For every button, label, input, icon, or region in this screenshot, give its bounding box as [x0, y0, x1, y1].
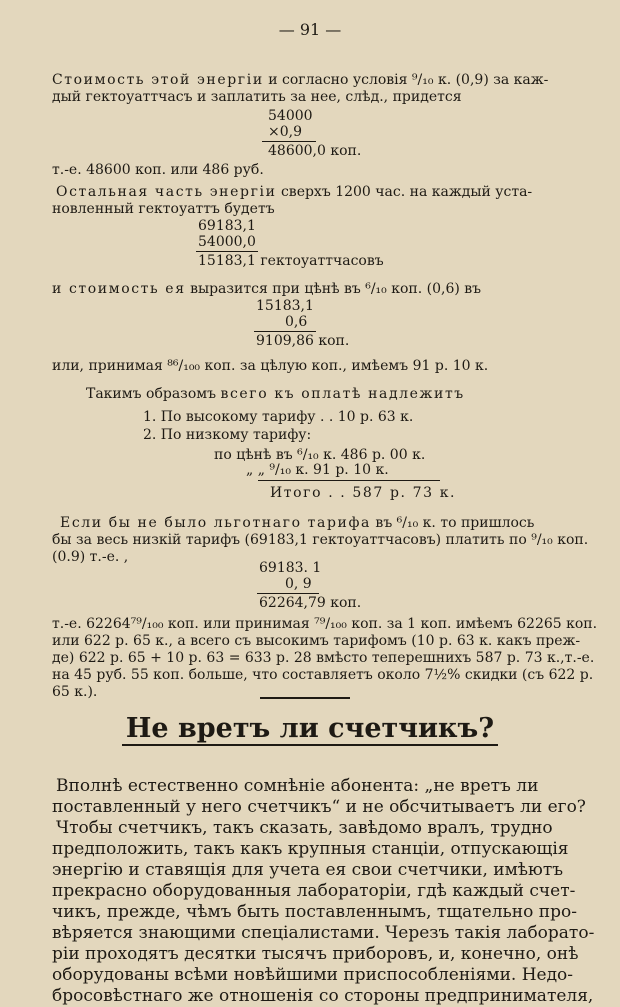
para4-line1 [60, 515, 534, 531]
calc3-operand-b: 0,6 [285, 314, 308, 330]
body-line-8: вѣряется знающими спеціалистами. Черезъ такія лаборато- [52, 923, 595, 943]
calc3-result: 9109,86 коп. [256, 333, 350, 349]
calc2-result: 15183,1 гектоуаттчасовъ [198, 253, 384, 269]
para5-line-3: де) 622 р. 65 + 10 р. 63 = 633 р. 28 вмѣсто теперешнихъ 587 р. 73 к.,т.-е. [52, 650, 595, 666]
calc4-result: 62264,79 коп. [259, 595, 362, 611]
calc1-rule [262, 141, 316, 142]
section-divider [260, 697, 350, 699]
para5-line-2: или 622 р. 65 к., а всего съ высокимъ тарифомъ (10 р. 63 к. какъ преж- [52, 633, 581, 649]
calc3-operand-a: 15183,1 [256, 298, 314, 314]
summary-intro-spaced: всего къ оплатѣ надлежитъ [220, 386, 465, 402]
page-number: — 91 — [278, 20, 342, 39]
para2-line1-rest: сверхъ 1200 час. на каждый уста- [276, 184, 533, 200]
calc1-result: 48600,0 коп. [268, 143, 362, 159]
para5-line-4: на 45 руб. 55 коп. больше, что составляетъ около 7½% скидки (съ 622 р. [52, 667, 594, 683]
calc1-operand-b: ×0,9 [268, 124, 302, 140]
para3-line [52, 281, 481, 297]
body-line-11: бросовѣстнаго же отношенія со стороны предпринимателя, [52, 986, 594, 1006]
summary-item-1: 1. По высокому тарифу . . 10 р. 63 к. [143, 409, 414, 425]
calc3-rule [254, 331, 316, 332]
body-line-6: прекрасно оборудованныя лабораторіи, гдѣ каждый счет- [52, 881, 576, 901]
para4-line3: (0.9) т.-е. , [52, 549, 129, 565]
summary-sub-2: „ „ ⁹/₁₀ к. 91 р. 10 к. [246, 462, 389, 478]
body-line-10: оборудованы всѣми новѣйшими приспособленіями. Недо- [52, 965, 574, 985]
para2-spaced-text: Остальная часть энергіи [56, 184, 277, 200]
body-line-2: поставленный у него счетчикъ“ и не обсчитываетъ ли его? [52, 797, 586, 817]
summary-item-2: 2. По низкому тарифу: [143, 427, 312, 443]
line-te1: т.-е. 48600 коп. или 486 руб. [52, 162, 264, 178]
summary-intro [86, 386, 465, 402]
calc4-operand-a: 69183. 1 [259, 560, 322, 576]
body-line-3: Чтобы счетчикъ, такъ сказать, завѣдомо вралъ, трудно [56, 818, 553, 838]
summary-intro-plain: Такимъ образомъ [86, 386, 221, 402]
calc2-operand-b: 54000,0 [198, 234, 256, 250]
para3-rest: выразится при цѣнѣ въ ⁶/₁₀ коп. (0,6) въ [185, 281, 482, 297]
para1-line2: дый гектоуаттчасъ и заплатить за нее, слѣд., придется [52, 89, 462, 105]
summary-sub-1: по цѣнѣ въ ⁶/₁₀ к. 486 р. 00 к. [214, 447, 426, 463]
para5-line-1: т.-е. 62264⁷⁹/₁₀₀ коп. или принимая ⁷⁹/₁₀₀ коп. за 1 коп. имѣемъ 62265 коп. [52, 616, 598, 632]
summary-total: Итого . . 587 р. 73 к. [270, 485, 457, 501]
para3-spaced-text: и стоимость ея [52, 281, 186, 297]
para4-spaced-text: Если бы не было льготнаго тарифа [60, 515, 371, 531]
para2-line2: новленный гектоуаттъ будетъ [52, 201, 275, 217]
calc4-operand-b: 0, 9 [285, 576, 312, 592]
calc1-operand-a: 54000 [268, 108, 313, 124]
body-line-4: предположить, такъ какъ крупныя станціи, отпускающія [52, 839, 569, 859]
para1-line1-rest: и согласно условія ⁹/₁₀ к. (0,9) за каж- [263, 72, 549, 88]
section-heading [0, 712, 620, 746]
calc2-operand-a: 69183,1 [198, 218, 256, 234]
section-heading-text: Не вретъ ли счетчикъ? [122, 713, 498, 746]
para1-spaced-text: Стоимость этой энергіи [52, 72, 264, 88]
body-line-1: Вполнѣ естественно сомнѣніе абонента: „не вретъ ли [56, 776, 539, 796]
body-line-7: чикъ, прежде, чѣмъ быть поставленнымъ, тщательно про- [52, 902, 577, 922]
para5-line-5: 65 к.). [52, 684, 98, 700]
summary-rule [258, 480, 440, 481]
para4-line1-rest: въ ⁶/₁₀ к. то пришлось [370, 515, 535, 531]
line-accept: или, принимая ⁸⁶/₁₀₀ коп. за цѣлую коп., имѣемъ 91 р. 10 к. [52, 358, 489, 374]
body-line-9: ріи проходятъ десятки тысячъ приборовъ, и, конечно, онѣ [52, 944, 579, 964]
para4-line2: бы за весь низкій тарифъ (69183,1 гектоуаттчасовъ) платить по ⁹/₁₀ коп. [52, 532, 589, 548]
body-line-5: энергію и ставящія для учета ея свои счетчики, имѣютъ [52, 860, 564, 880]
para1-line1 [52, 72, 548, 88]
para2-line1 [56, 184, 532, 200]
calc4-rule [257, 593, 319, 594]
calc2-rule [196, 251, 258, 252]
